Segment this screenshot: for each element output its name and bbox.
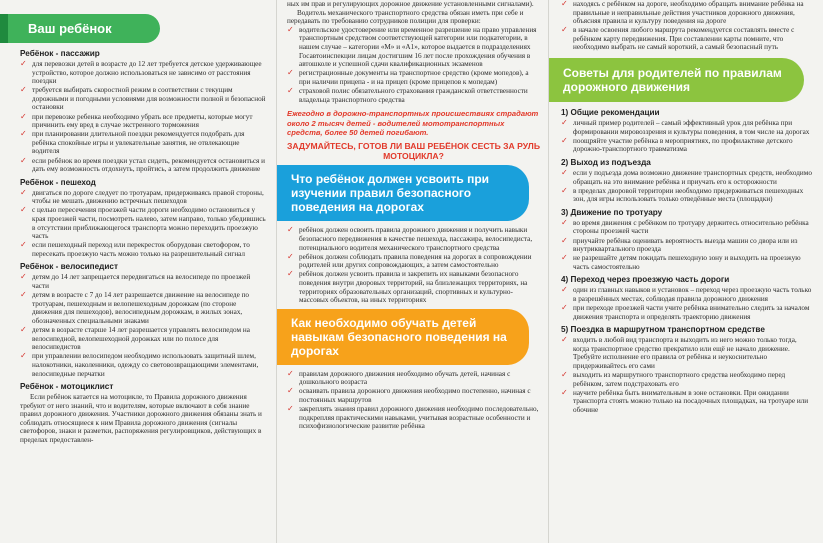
checkmark-icon: ✓ xyxy=(561,303,568,313)
list-item: ✓ регистрационные документы на транспортное средство (кроме мопедов), а при наличии прицепа - и на прицеп (кроме прицепов к мопедам) xyxy=(287,68,529,86)
list-item: ✓ научите ребёнка быть внимательным в зоне остановки. При ожидании транспорта стоять можно только на посадочных площадках, на тротуаре или обочине xyxy=(561,387,809,414)
checkmark-icon: ✓ xyxy=(561,253,568,263)
passenger-list xyxy=(20,60,268,174)
checkmark-icon: ✓ xyxy=(561,0,568,8)
heading-cyclist: Ребёнок - велосипедист xyxy=(20,262,118,272)
moto-paragraph: Если ребёнок катается на мотоцикле, то Правила дорожного движения требуют от него знаний, что и водителям, которые включают в себя знание правил дорожного движения. Участники дорожного движения обязаны знать и соблюдать относящиеся к ним Правила дорожного движения (сигналы светофоров, знаки и разметки, распоряжения регулировщиков, действующих в пределах предоставлен- xyxy=(20,393,262,445)
question-callout: ЗАДУМАЙТЕСЬ, ГОТОВ ЛИ ВАШ РЕБЁНОК СЕСТЬ ЗА РУЛЬ МОТОЦИКЛА? xyxy=(287,141,540,162)
checkmark-icon: ✓ xyxy=(561,25,568,35)
checkmark-icon: ✓ xyxy=(20,290,27,300)
list-item: ✓ личный пример родителей – самый эффективный урок для ребёнка при формировании мировоззрения и культуры поведения, в том числе на дорогах xyxy=(561,118,810,136)
list-item: ✓ если у подъезда дома возможно движение транспортных средств, необходимо обращать на это внимание ребёнка и приучать его к осторожности xyxy=(561,167,812,186)
checkmark-icon: ✓ xyxy=(20,85,27,95)
list-item: ✓ не разрешайте детям покидать пешеходную зону и выходить на проезжую часть самостоятельно xyxy=(561,253,801,271)
list-item: ✓ при перевозке ребенка необходимо убрать все предметы, которые могут причинить ему вред в случае экстренного торможения xyxy=(20,111,253,130)
checkmark-icon: ✓ xyxy=(287,24,294,34)
list-item: ✓ приучайте ребёнка оценивать вероятность выезда машин со двора или из внутриквартального проезда xyxy=(561,235,798,254)
heading-pedestrian: Ребёнок - пешеход xyxy=(20,177,96,187)
checkmark-icon: ✓ xyxy=(20,272,27,282)
list-item: ✓ ребёнок должен соблюдать правила поведения на дорогах в сопровождении родителей или других сопровождающих, а затем самостоятельно xyxy=(287,251,532,270)
checkmark-icon: ✓ xyxy=(287,386,294,396)
top-list xyxy=(561,0,813,52)
heading-exit: 2) Выход из подъезда xyxy=(561,157,651,167)
driver-paragraph: Водитель механического транспортного средства обязан иметь при себе и передавать по требованию сотрудников полиции для проверки: xyxy=(287,8,524,26)
checkmark-icon: ✓ xyxy=(20,187,27,197)
checkmark-icon: ✓ xyxy=(561,335,568,345)
list-item: ✓ закреплять знания правил дорожного движения необходимо последовательно, подкрепляя практическими навыками, учитывая возрастные особенности и психофизиологические развитие ребёнка xyxy=(287,404,539,431)
checkmark-icon: ✓ xyxy=(287,269,294,279)
pedestrian-list xyxy=(20,189,268,259)
list-item: ✓ правилам дорожного движения необходимо обучать детей, начиная с дошкольного возраста xyxy=(287,368,511,387)
alert-statistic: Ежегодно в дорожно-транспортных происшествиях страдают около 2 тысяч детей - водителей мототранспортных средств, более 50 детей погибают. xyxy=(287,109,539,137)
list-item: ✓ один из главных навыков и установок – переход через проезжую часть только в разрешённых местах, соблюдая правила дорожного движения xyxy=(561,285,812,303)
checkmark-icon: ✓ xyxy=(561,185,568,195)
list-item: ✓ двигаться по дороге следует по тротуарам, придерживаясь правой стороны, чтобы не мешать движению встречных пешеходов xyxy=(20,187,264,206)
list-item: ✓ если ребёнок во время поездки устал сидеть, рекомендуется остановиться и дать ему возможность отдохнуть, пройтись, а затем продолжить движение xyxy=(20,155,266,174)
exit-list xyxy=(561,169,813,204)
list-item: ✓ если пешеходный переход или перекресток оборудован светофором, то пересекать проезжую часть можно только на разрешительный сигнал xyxy=(20,240,250,258)
heading-motorcyclist: Ребёнок - мотоциклист xyxy=(20,382,114,392)
checkmark-icon: ✓ xyxy=(287,68,294,78)
section-title-parent-tips: Советы для родителей по правилам дорожного движения xyxy=(549,58,804,102)
checkmark-icon: ✓ xyxy=(561,235,568,245)
list-item: ✓ при переходе проезжей части учите ребёнка внимательно следить за началом движения транспорта и определять траекторию движения xyxy=(561,303,810,321)
list-item: ✓ при управлении велосипедом необходимо использовать защитный шлем, налокотники, наколенники, одежду со световозвращающими элементами, велосипедные перчатки xyxy=(20,351,259,378)
transport-list xyxy=(561,336,813,414)
list-item: ✓ поощряйте участие ребёнка в мероприятиях, по профилактике детского дорожно-транспортного травматизма xyxy=(561,135,793,154)
heading-passenger: Ребёнок - пассажир xyxy=(20,49,100,58)
checkmark-icon: ✓ xyxy=(20,59,27,68)
checkmark-icon: ✓ xyxy=(20,129,27,139)
heading-transport: 5) Поездка в маршрутном транспортном средстве xyxy=(561,325,765,335)
cyclist-list xyxy=(20,273,268,378)
checkmark-icon: ✓ xyxy=(287,225,294,235)
checkmark-icon: ✓ xyxy=(287,85,294,95)
list-item: ✓ в начале освоения любого маршрута рекомендуется составлять вместе с ребёнком карту передвижения. При составлении карты помните, что необходимо выбрать не самый короткий, а самый безопасный путь xyxy=(561,25,795,52)
column-left xyxy=(0,0,276,543)
checkmark-icon: ✓ xyxy=(20,155,27,165)
heading-crossing: 4) Переход через проезжую часть дороги xyxy=(561,275,730,285)
crossing-list xyxy=(561,286,813,321)
checkmark-icon: ✓ xyxy=(287,368,294,378)
section-title-how-to-teach: Как необходимо обучать детей навыкам безопасного поведения на дорогах xyxy=(277,309,529,365)
list-item: ✓ страховой полис обязательного страхования гражданской ответственности владельца транспортного средства xyxy=(287,85,528,104)
list-item: ✓ с целью пересечения проезжей части дороги необходимо остановиться у края проезжей части, посмотреть налево, затем направо, только убедившись в отсутствии приближающегося транспорта можно переходить проезжую часть xyxy=(20,205,266,241)
list-item: ✓ при планировании длительной поездки рекомендуется подобрать для ребёнка спокойные игры и увлекательные занятия, не отвлекающие водителя xyxy=(20,129,245,156)
checkmark-icon: ✓ xyxy=(561,135,568,145)
checkmark-icon: ✓ xyxy=(561,167,568,177)
list-item: ✓ требуется выбирать скоростной режим в соответствии с текущим дорожными и погодными условиями для возможности полной и безопасной остановки xyxy=(20,85,266,112)
list-item: ✓ детям до 14 лет запрещается передвигаться на велосипеде по проезжей части xyxy=(20,272,251,291)
list-item: ✓ для перевозки детей в возрасте до 12 лет требуется детское удерживающее устройство, которое должно использоваться не зависимо от расстояния поездки xyxy=(20,59,262,86)
heading-sidewalk: 3) Движение по тротуару xyxy=(561,207,663,217)
list-item: ✓ ребёнок должен усвоить правила и закрепить их навыками безопасного поведения внутри дворовых территорий, на близлежащих территориях, на территориях образовательных организаций, спортивных и культурно-массовых объектов, на иных территориях xyxy=(287,269,528,305)
general-list xyxy=(561,119,813,154)
list-item: ✓ входить в любой вид транспорта и выходить из него можно только тогда, когда транспортное средство прекратило или ещё не начало движение. Требуйте исполнение его правила от ребёнка и неукоснительно придерживайтесь его сами xyxy=(561,335,797,371)
list-item: ✓ детям в возрасте старше 14 лет разрешается управлять велосипедом на велосипедной, велопешеходной дорожках или по полосе для велосипедистов xyxy=(20,325,250,352)
column-right xyxy=(548,0,823,543)
list-item: ✓ ребёнок должен освоить правила дорожного движения и получить навыки безопасного передвижения в качестве пешехода, пассажира, велосипедиста, потенциального водителя механического транспортного средства xyxy=(287,225,533,252)
checkmark-icon: ✓ xyxy=(20,240,27,250)
column-middle xyxy=(276,0,548,543)
checkmark-icon: ✓ xyxy=(20,325,27,335)
checkmark-icon: ✓ xyxy=(20,351,27,361)
sidewalk-list xyxy=(561,219,813,272)
checkmark-icon: ✓ xyxy=(561,370,568,380)
what-list xyxy=(287,226,540,304)
checkmark-icon: ✓ xyxy=(561,217,568,227)
checkmark-icon: ✓ xyxy=(287,251,294,261)
checkmark-icon: ✓ xyxy=(20,205,27,215)
list-item: ✓ в пределах дворовой территории необходимо придерживаться пешеходных зон, для игры использовать только отведённые места (площадки) xyxy=(561,185,804,204)
list-item: ✓ выходить из маршрутного транспортного средства необходимо перед ребёнком, затем подстраховать его xyxy=(561,370,786,388)
checkmark-icon: ✓ xyxy=(20,111,27,121)
list-item: ✓ детям в возрасте с 7 до 14 лет разрешается движение на велосипеде по тротуарам, пешеходным и велопешеходным дорожкам (по стороне движения для пешеходов), велосипедным дорожкам, в жилых зонах, обозначенных специальными знаками xyxy=(20,290,250,325)
checkmark-icon: ✓ xyxy=(561,285,568,295)
checkmark-icon: ✓ xyxy=(287,404,294,414)
how-list xyxy=(287,370,540,431)
list-item: ✓ осваивать правила дорожного движения необходимо постепенно, начиная с постоянных маршрутов xyxy=(287,386,531,404)
list-item: ✓ во время движения с ребёнком по тротуару держитесь относительно ребёнка стороны проезжей части xyxy=(561,217,809,236)
heading-general: 1) Общие рекомендации xyxy=(561,108,660,118)
section-title-what-child-should-learn: Что ребёнок должен усвоить при изучении правил безопасного поведения на дорогах xyxy=(277,165,529,221)
checkmark-icon: ✓ xyxy=(561,118,568,128)
documents-list xyxy=(287,26,540,104)
section-title-your-child: Ваш ребёнок xyxy=(0,14,160,43)
list-item: ✓ находясь с ребёнком на дороге, необходимо обращать внимание ребёнка на правильные и неправильные действия участников дорожного движения, объясняя правила и культуру поведения на дороге xyxy=(561,0,804,26)
list-item: ✓ водительское удостоверение или временное разрешение на право управления транспортным средством соответствующей категории или подкатегории, в нашем случае – категории «М» и «A1», которое выдается в подразделениях Госавтоинспекции лицам достигшим 16 лет после прохождения обучения в автошколе и успешной сдачи квалификационных экзаменов xyxy=(287,24,537,69)
checkmark-icon: ✓ xyxy=(561,387,568,397)
continued-paragraph: ных им прав и регулирующих дорожное движение установленными сигналами). xyxy=(287,0,534,8)
